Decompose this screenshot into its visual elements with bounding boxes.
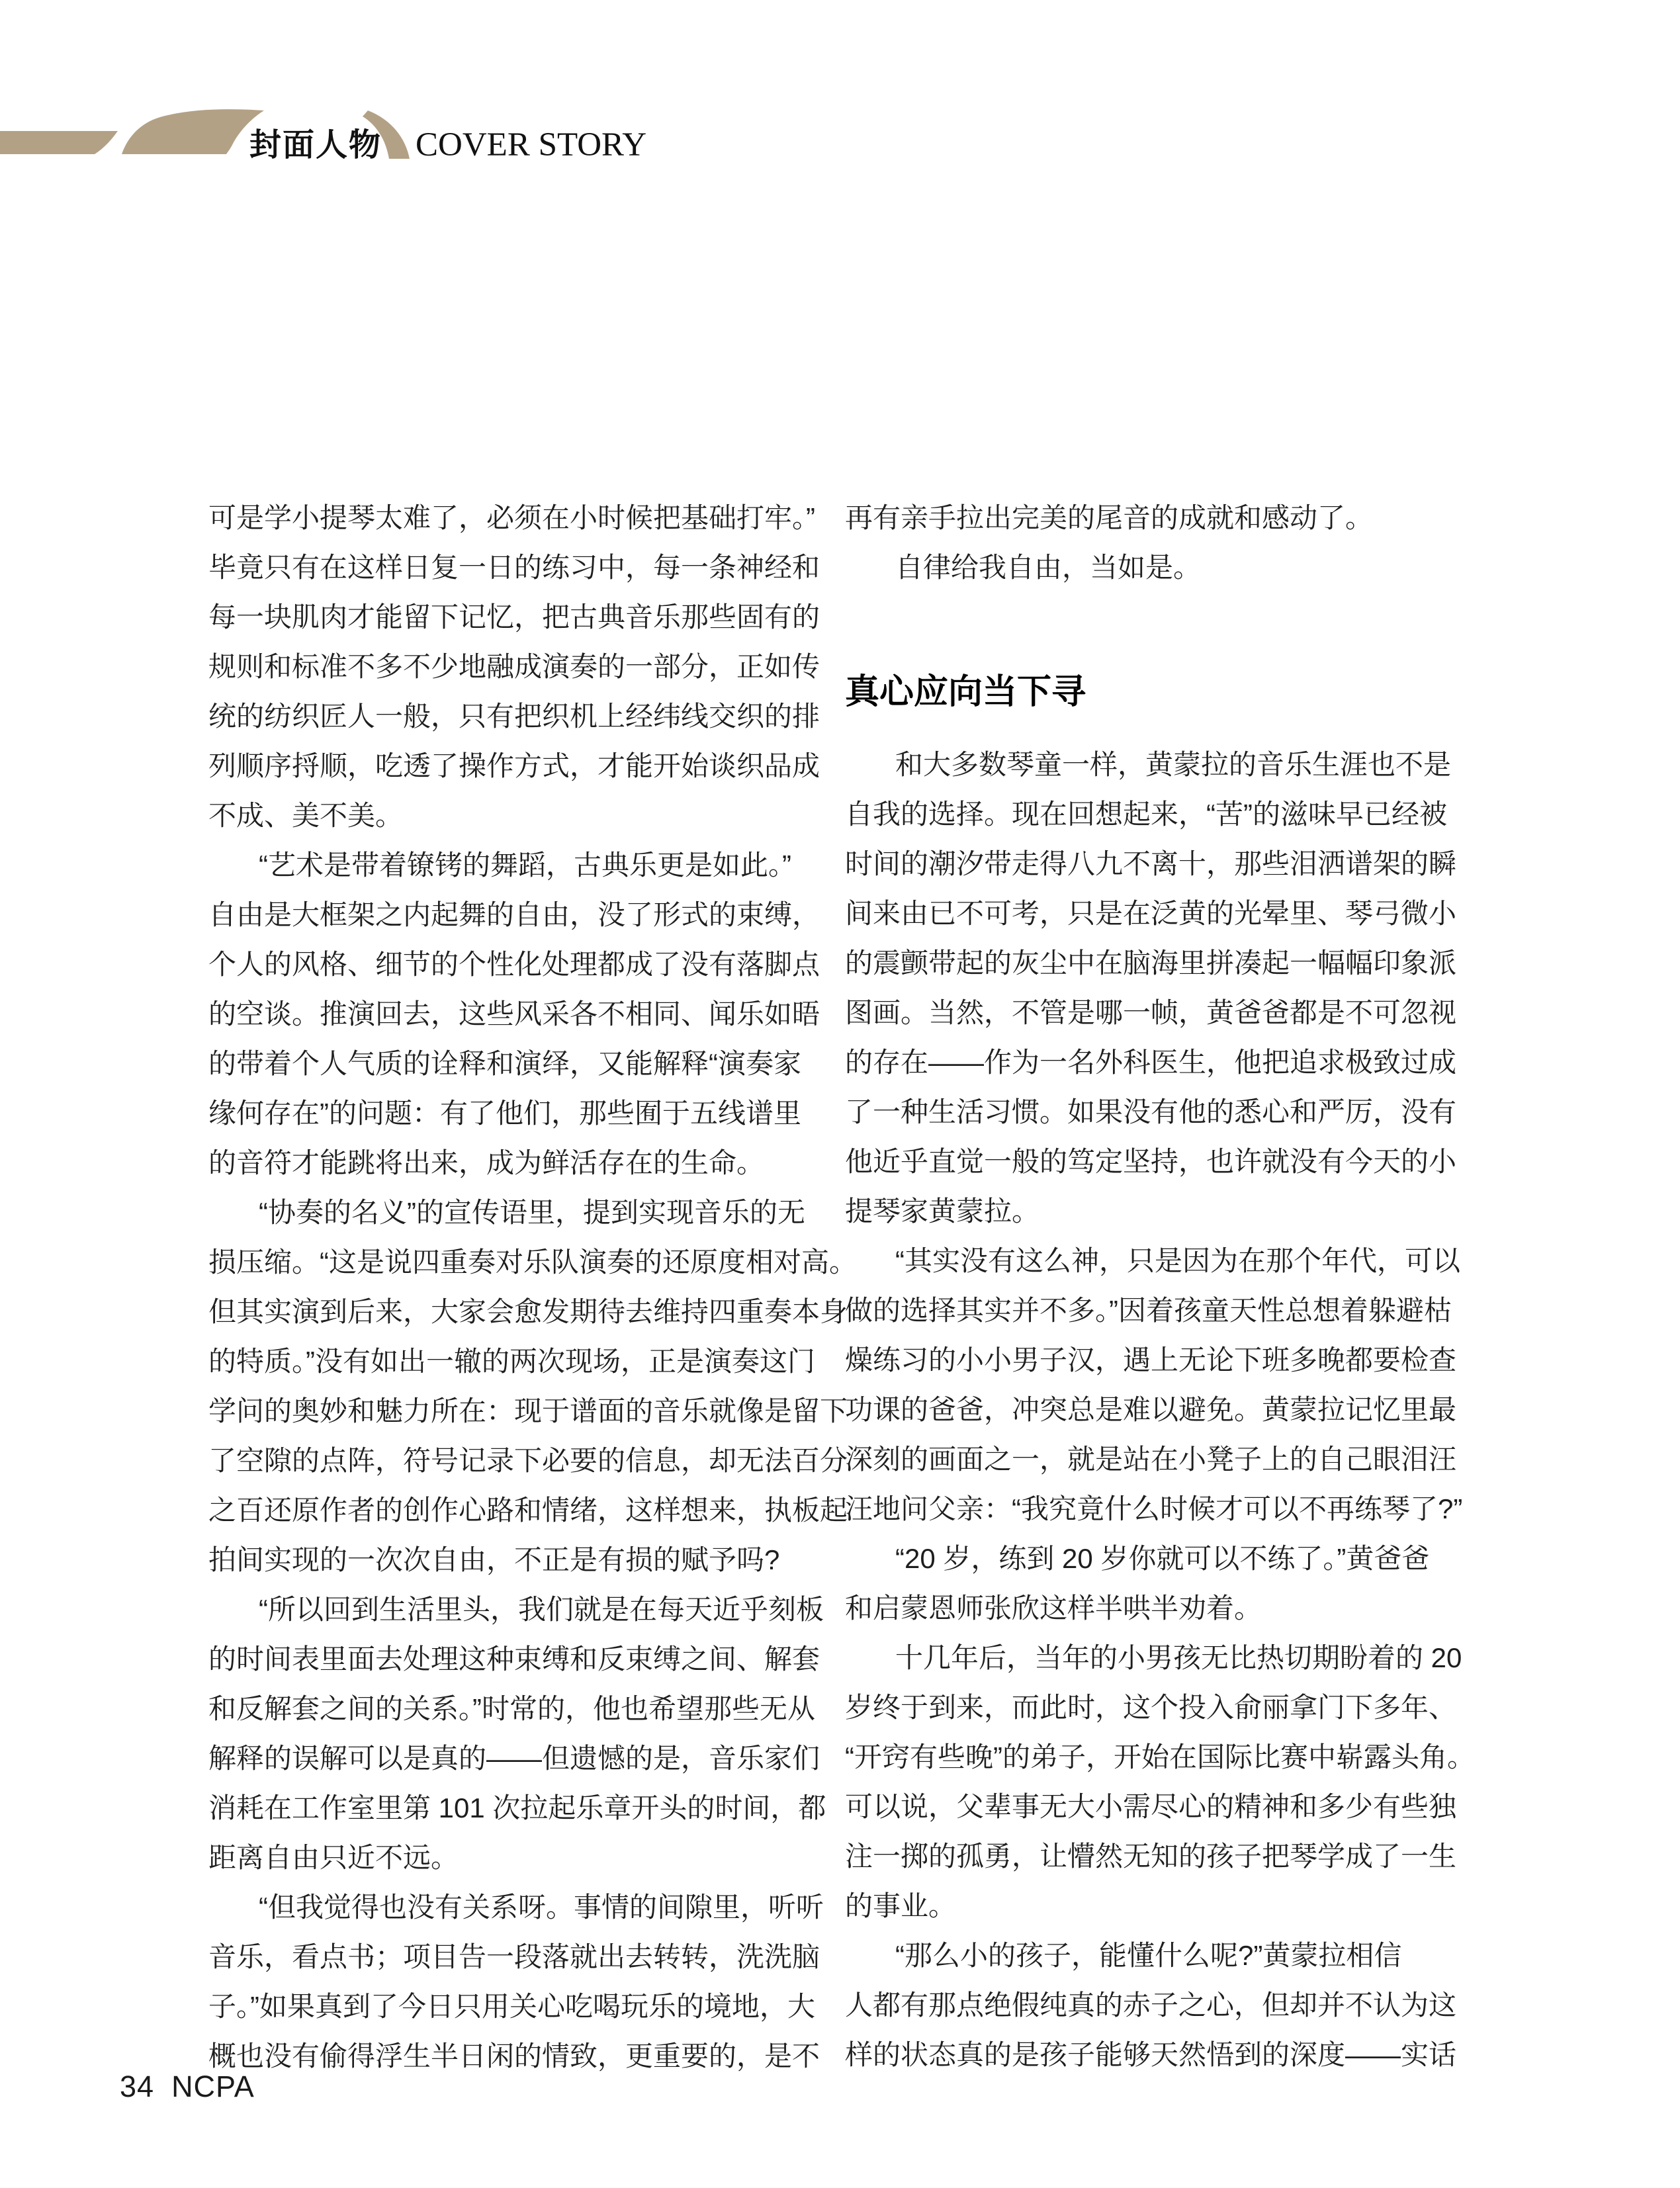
text-line: 毕竟只有在这样日复一日的练习中，每一条神经和 xyxy=(208,552,820,583)
text-line: 和反解套之间的关系。”时常的，他也希望那些无从 xyxy=(208,1693,815,1724)
text-line: 和启蒙恩师张欣这样半哄半劝着。 xyxy=(845,1593,1262,1624)
text-line: 自由是大框架之内起舞的自由，没了形式的束缚， xyxy=(208,899,820,930)
text-line: 距离自由只近不远。 xyxy=(208,1842,459,1873)
text-line: 学问的奥妙和魅力所在：现于谱面的音乐就像是留下 xyxy=(208,1395,848,1426)
text-line: 汪地问父亲：“我究竟什么时候才可以不再练琴了?” xyxy=(845,1493,1463,1524)
text-line: 列顺序捋顺，吃透了操作方式，才能开始谈织品成 xyxy=(208,750,820,781)
text-line: 可以说，父辈事无大小需尽心的精神和多少有些独 xyxy=(845,1791,1457,1822)
section-title-en: COVER STORY xyxy=(416,126,647,163)
ncpa-dome-left-swoosh-icon xyxy=(122,109,264,154)
text-line: “20 岁，练到 20 岁你就可以不练了。”黄爸爸 xyxy=(895,1543,1430,1574)
text-line: 统的纺织匠人一般，只有把织机上经纬线交织的排 xyxy=(208,701,820,732)
text-line: 间来由已不可考，只是在泛黄的光晕里、琴弓微小 xyxy=(845,898,1457,929)
text-line: 再有亲手拉出完美的尾音的成就和感动了。 xyxy=(845,502,1374,533)
text-line: 不成、美不美。 xyxy=(208,800,404,831)
text-line: 人都有那点绝假纯真的赤子之心，但却并不认为这 xyxy=(845,1990,1457,2021)
text-line: 规则和标准不多不少地融成演奏的一部分，正如传 xyxy=(208,651,820,682)
text-line: 燥练习的小小男子汉，遇上无论下班多晚都要检查 xyxy=(845,1344,1457,1376)
text-line: “艺术是带着镣铐的舞蹈，古典乐更是如此。” xyxy=(259,850,791,881)
text-line: 时间的潮汐带走得八九不离十，那些泪洒谱架的瞬 xyxy=(845,848,1457,879)
text-line: 他近乎直觉一般的笃定坚持，也许就没有今天的小 xyxy=(845,1146,1457,1177)
text-line: 深刻的画面之一，就是站在小凳子上的自己眼泪汪 xyxy=(845,1444,1457,1475)
text-line: 的存在——作为一名外科医生，他把追求极致过成 xyxy=(845,1047,1457,1078)
text-line: 之百还原作者的创作心路和情绪，这样想来，执板起 xyxy=(208,1495,848,1526)
text-line: 的时间表里面去处理这种束缚和反束缚之间、解套 xyxy=(208,1643,820,1675)
page-footer xyxy=(120,2070,255,2104)
text-line: 自我的选择。现在回想起来，“苦”的滋味早已经被 xyxy=(845,799,1447,830)
text-line: 的空谈。推演回去，这些风采各不相同、闻乐如晤 xyxy=(208,998,820,1029)
text-line: 个人的风格、细节的个性化处理都成了没有落脚点 xyxy=(208,949,820,980)
text-line: 功课的爸爸，冲突总是难以避免。黄蒙拉记忆里最 xyxy=(845,1394,1457,1425)
text-line: 消耗在工作室里第 101 次拉起乐章开头的时间，都 xyxy=(208,1792,826,1823)
text-line: 自律给我自由，当如是。 xyxy=(895,552,1202,583)
text-line: 做的选择其实并不多。”因着孩童天性总想着躲避枯 xyxy=(845,1295,1452,1326)
text-line: 的特质。”没有如出一辙的两次现场，正是演奏这门 xyxy=(208,1346,815,1377)
section-title-zh: 封面人物 xyxy=(249,128,382,163)
text-line: 拍间实现的一次次自由，不正是有损的赋予吗? xyxy=(208,1544,780,1575)
text-line: 概也没有偷得浮生半日闲的情致，更重要的，是不 xyxy=(208,2040,820,2072)
text-line: 的震颤带起的灰尘中在脑海里拼凑起一幅幅印象派 xyxy=(845,947,1457,979)
text-line: 的事业。 xyxy=(845,1890,957,1921)
text-line: 的音符才能跳将出来，成为鲜活存在的生命。 xyxy=(208,1147,765,1178)
text-line: “那么小的孩子，能懂什么呢?”黄蒙拉相信 xyxy=(895,1940,1402,1971)
text-line: “但我觉得也没有关系呀。事情的间隙里，听听 xyxy=(259,1892,824,1923)
text-line: 和大多数琴童一样，黄蒙拉的音乐生涯也不是 xyxy=(895,749,1452,780)
text-line: 缘何存在”的问题：有了他们，那些囿于五线谱里 xyxy=(208,1098,801,1129)
page-number: 34 xyxy=(120,2070,155,2103)
text-line: “开窍有些晚”的弟子，开始在国际比赛中崭露头角。 xyxy=(845,1741,1475,1772)
magazine-abbr: NCPA xyxy=(171,2070,255,2103)
text-line: “其实没有这么神，只是因为在那个年代，可以 xyxy=(895,1245,1460,1276)
text-line: “协奏的名义”的宣传语里，提到实现音乐的无 xyxy=(259,1197,805,1228)
text-line: 损压缩。“这是说四重奏对乐队演奏的还原度相对高。 xyxy=(208,1247,857,1278)
text-line: 岁终于到来，而此时，这个投入俞丽拿门下多年、 xyxy=(845,1692,1457,1723)
text-line: 音乐，看点书；项目告一段落就出去转转，洗洗脑 xyxy=(208,1941,820,1972)
text-line: 子。”如果真到了今日只用关心吃喝玩乐的境地，大 xyxy=(208,1991,815,2022)
right-column xyxy=(845,493,1475,2079)
text-line: 注一掷的孤勇，让懵然无知的孩子把琴学成了一生 xyxy=(845,1841,1457,1872)
text-line: 样的状态真的是孩子能够天然悟到的深度——实话 xyxy=(845,2039,1457,2070)
text-line: 的带着个人气质的诠释和演绎，又能解释“演奏家 xyxy=(208,1048,801,1079)
text-line: 解释的误解可以是真的——但遗憾的是，音乐家们 xyxy=(208,1743,820,1774)
text-line: 了空隙的点阵，符号记录下必要的信息，却无法百分 xyxy=(208,1445,848,1476)
text-line: 提琴家黄蒙拉。 xyxy=(845,1196,1040,1227)
header-bar-shape xyxy=(0,131,118,154)
text-line: 每一块肌肉才能留下记忆，把古典音乐那些固有的 xyxy=(208,601,820,633)
text-line: 十几年后，当年的小男孩无比热切期盼着的 20 xyxy=(895,1642,1462,1673)
section-heading: 真心应向当下寻 xyxy=(845,673,1086,711)
text-line: “所以回到生活里头，我们就是在每天近乎刻板 xyxy=(259,1594,824,1625)
left-column xyxy=(208,493,857,2081)
text-line: 图画。当然，不管是哪一帧，黄爸爸都是不可忽视 xyxy=(845,997,1457,1028)
text-line: 了一种生活习惯。如果没有他的悉心和严厉，没有 xyxy=(845,1096,1457,1127)
text-line: 但其实演到后来，大家会愈发期待去维持四重奏本身 xyxy=(208,1296,848,1327)
text-line: 可是学小提琴太难了，必须在小时候把基础打牢。” xyxy=(208,502,815,533)
